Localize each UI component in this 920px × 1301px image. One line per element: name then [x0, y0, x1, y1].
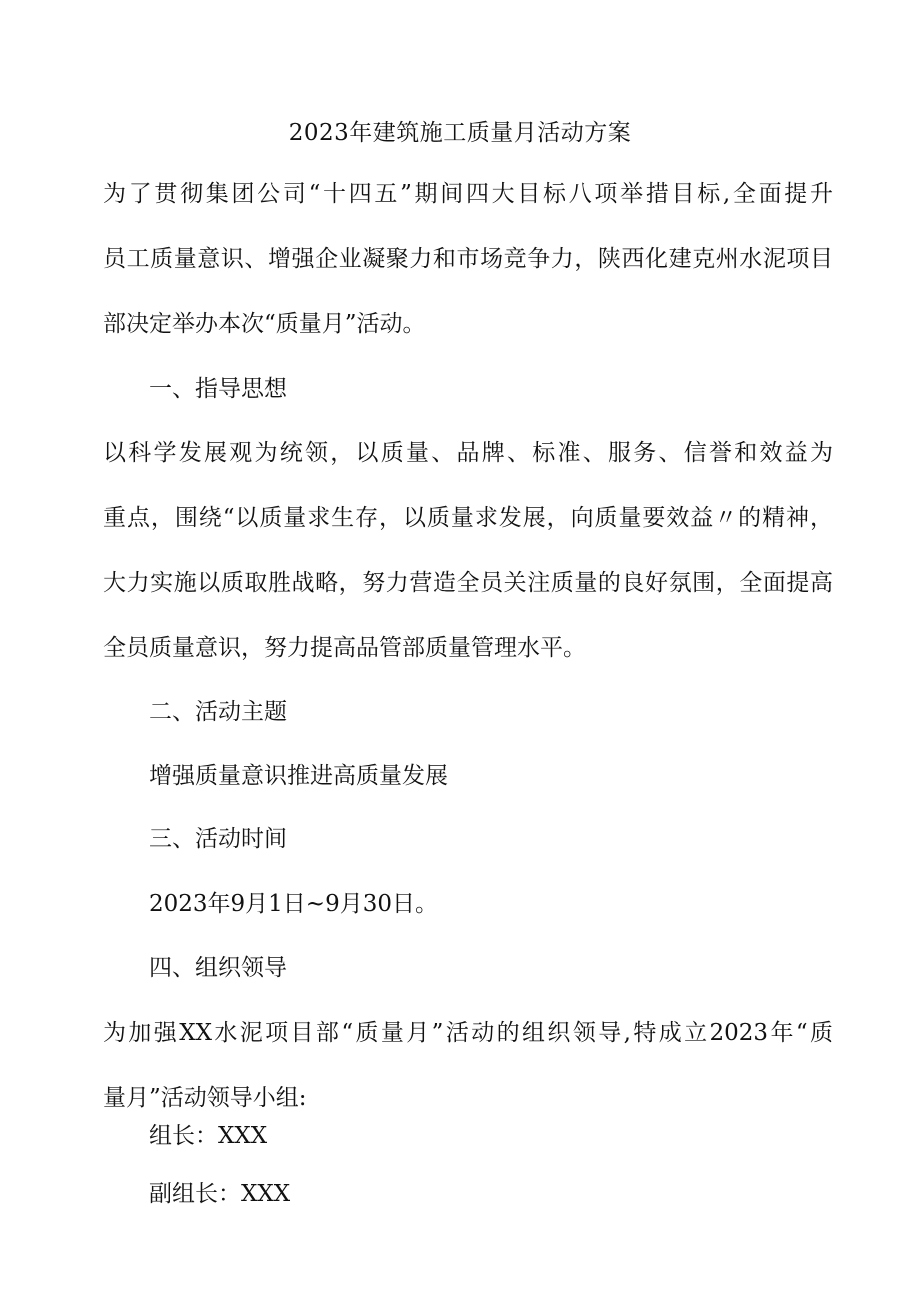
section-4-line-1: 为加强XX水泥项目部“质量月”活动的组织领导,特成立2023年“质 — [103, 1020, 833, 1046]
section-4-heading: 四、组织领导 — [149, 955, 287, 981]
section-1-heading: 一、指导思想 — [149, 376, 287, 402]
section-2-heading: 二、活动主题 — [149, 699, 287, 725]
document-title: 2023年建筑施工质量月活动方案 — [288, 120, 632, 146]
section-1-line-1: 以科学发展观为统领，以质量、品牌、标准、服务、信誉和效益为 — [103, 440, 833, 466]
section-1-line-4: 全员质量意识，努力提高品管部质量管理水平。 — [103, 635, 586, 661]
section-4-leader: 组长：XXX — [149, 1123, 268, 1149]
section-4-line-2: 量月”活动领导小组: — [103, 1085, 307, 1111]
section-4-deputy: 副组长：XXX — [149, 1181, 291, 1207]
section-1-line-2: 重点，围绕“以质量求生存，以质量求发展，向质量要效益〃的精神， — [103, 505, 833, 531]
section-2-text: 增强质量意识推进高质量发展 — [149, 763, 448, 789]
section-3-text: 2023年9月1日~9月30日。 — [149, 891, 438, 917]
intro-line-2: 员工质量意识、增强企业凝聚力和市场竞争力，陕西化建克州水泥项目 — [103, 246, 833, 272]
section-3-heading: 三、活动时间 — [149, 826, 287, 852]
intro-line-3: 部决定举办本次“质量月”活动。 — [103, 311, 426, 337]
section-1-line-3: 大力实施以质取胜战略，努力营造全员关注质量的良好氛围，全面提高 — [103, 570, 833, 596]
intro-line-1: 为了贯彻集团公司“十四五”期间四大目标八项举措目标,全面提升 — [103, 181, 833, 207]
